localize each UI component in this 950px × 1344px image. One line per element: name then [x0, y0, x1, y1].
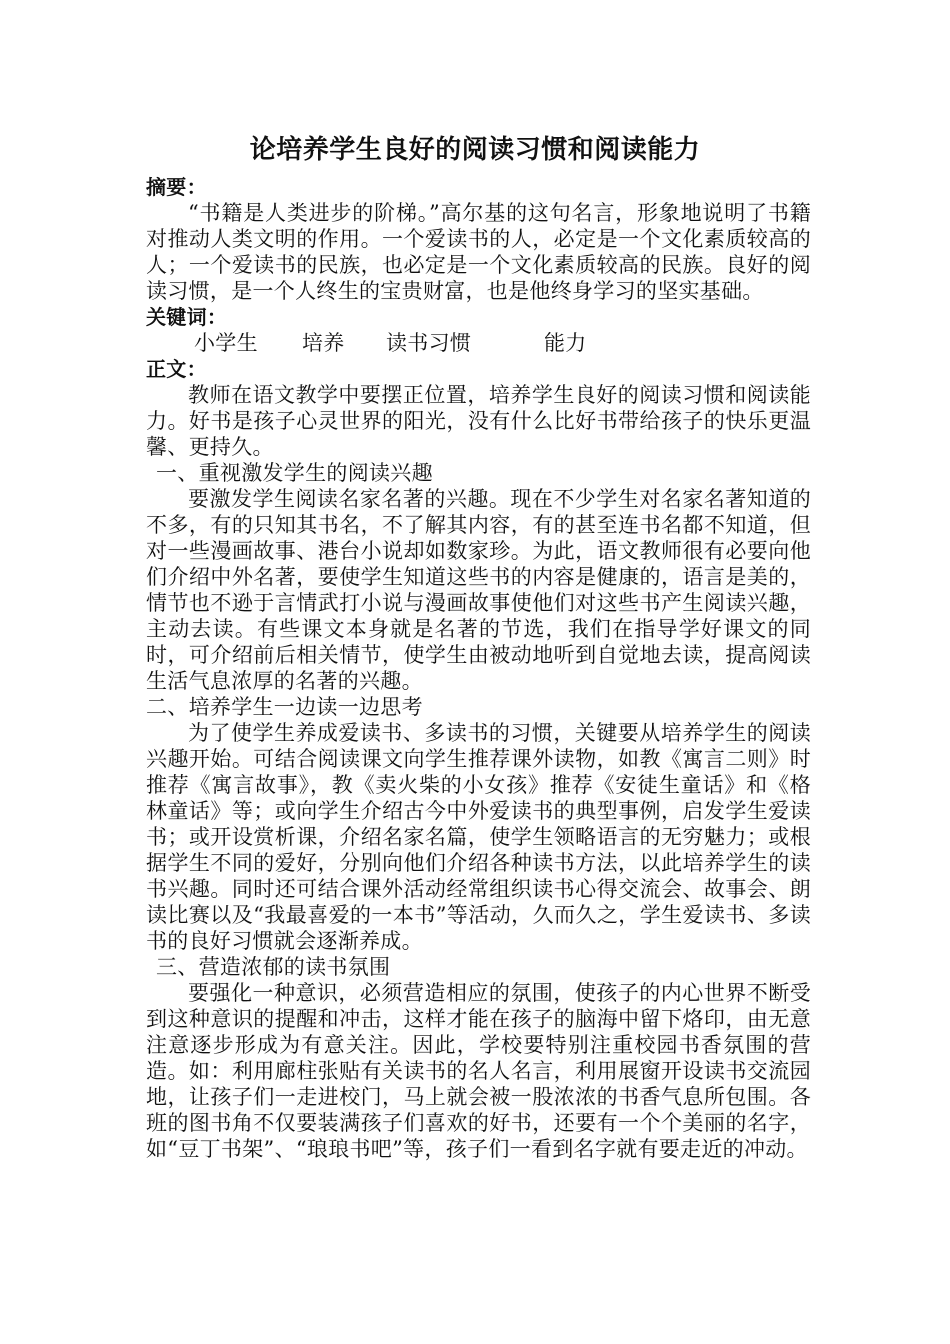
section-heading: 三、营造浓郁的读书氛围 — [156, 955, 391, 979]
document-content — [146, 174, 811, 1162]
document-title: 论培养学生良好的阅读习惯和阅读能力 — [249, 135, 701, 165]
section-heading: 二、培养学生一边读一边思考 — [146, 695, 423, 719]
body-label: 正文： — [146, 357, 207, 381]
abstract-label: 摘要： — [146, 175, 207, 199]
body-intro: 教师在语文教学中要摆正位置，培养学生良好的阅读习惯和阅读能力。好书是孩子心灵世界的阳光，没有什么比好书带给孩子的快乐更温馨、更持久。 — [146, 383, 811, 459]
keyword-item: 能力 — [544, 331, 587, 355]
keywords-label: 关键词： — [146, 305, 228, 329]
keyword-item: 读书习惯 — [386, 331, 472, 355]
section-text: 为了使学生养成爱读书、多读书的习惯，关键要从培养学生的阅读兴趣开始。可结合阅读课文向学生推荐课外读物，如教《寓言二则》时推荐《寓言故事》，教《卖火柴的小女孩》推荐《安徒生童话》和《格林童话》等；或向学生介绍古今中外爱读书的典型事例，启发学生爱读书；或开设赏析课，介绍名家名篇，使学生领略语言的无穷魅力；或根据学生不同的爱好，分别向他们介绍各种读书方法，以此培养学生的读书兴趣。同时还可结合课外活动经常组织读书心得交流会、故事会、朗读比赛以及“我最喜爱的一本书”等活动，久而久之，学生爱读书、多读书的良好习惯就会逐渐养成。 — [146, 721, 811, 953]
keyword-item: 培养 — [302, 331, 345, 355]
section-heading: 一、重视激发学生的阅读兴趣 — [156, 461, 433, 485]
section-text: 要强化一种意识，必须营造相应的氛围，使孩子的内心世界不断受到这种意识的提醒和冲击，这样才能在孩子的脑海中留下烙印，由无意注意逐步形成为有意关注。因此，学校要特别注重校园书香氛围的营造。如：利用廊柱张贴有关读书的名人名言，利用展窗开设读书交流园地，让孩子们一走进校门，马上就会被一股浓浓的书香气息所包围。各班的图书角不仅要装满孩子们喜欢的好书，还要有一个个美丽的名字，如“豆丁书架”、“琅琅书吧”等，孩子们一看到名字就有要走近的冲动。 — [146, 981, 811, 1161]
abstract-text: “书籍是人类进步的阶梯。”高尔基的这句名言，形象地说明了书籍对推动人类文明的作用。一个爱读书的人，必定是一个文化素质较高的人；一个爱读书的民族，也必定是一个文化素质较高的民族。良好的阅读习惯，是一个人终生的宝贵财富，也是他终身学习的坚实基础。 — [146, 201, 811, 303]
keyword-item: 小学生 — [194, 331, 258, 355]
section-text: 要激发学生阅读名家名著的兴趣。现在不少学生对名家名著知道的不多，有的只知其书名，不了解其内容，有的甚至连书名都不知道，但对一些漫画故事、港台小说却如数家珍。为此，语文教师很有必要向他们介绍中外名著，要使学生知道这些书的内容是健康的，语言是美的，情节也不逊于言情武打小说与漫画故事使他们对这些书产生阅读兴趣，主动去读。有些课文本身就是名著的节选，我们在指导学好课文的同时，可介绍前后相关情节，使学生由被动地听到自觉地去读，提高阅读生活气息浓厚的名著的兴趣。 — [146, 487, 811, 693]
keywords-list — [146, 330, 811, 356]
